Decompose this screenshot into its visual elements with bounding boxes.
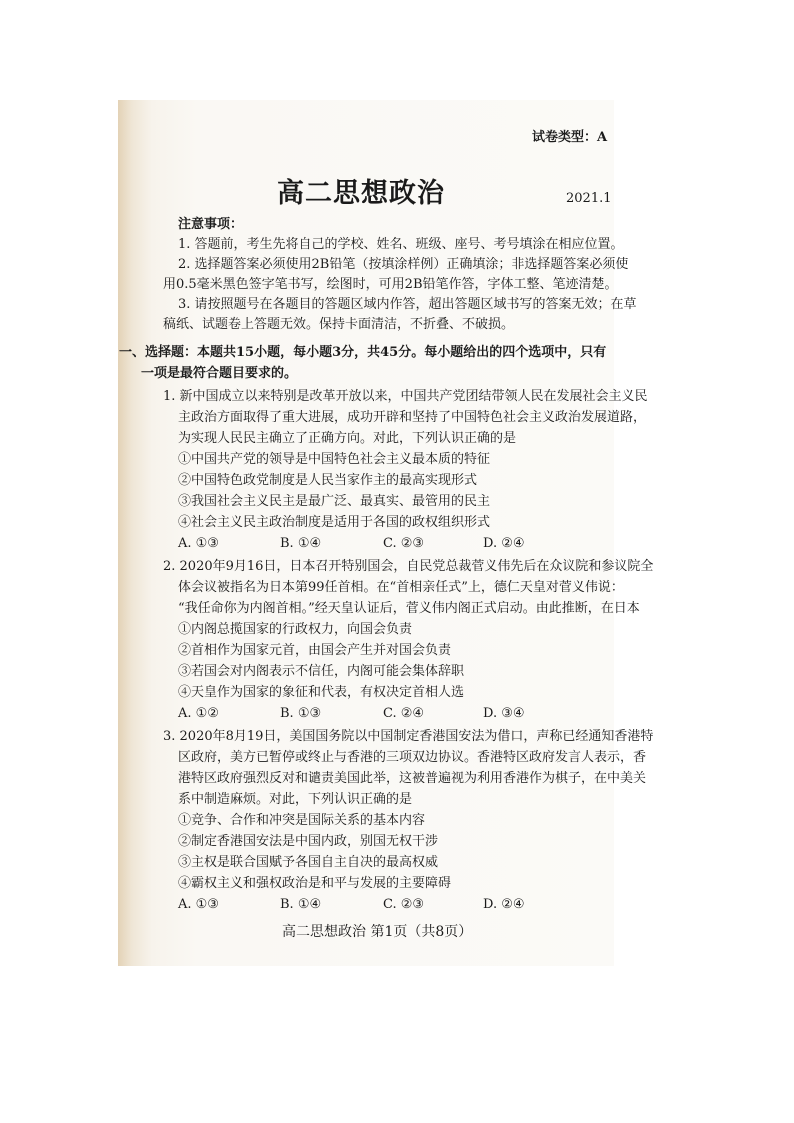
statement-item: ④霸权主义和强权政治是和平与发展的主要障碍 (178, 876, 452, 891)
note-line: 1. 答题前，考生先将自己的学校、姓名、班级、座号、考号填涂在相应位置。 (178, 237, 624, 252)
answer-option: C. ②③ (383, 536, 425, 551)
statement-item: ③我国社会主义民主是最广泛、最真实、最管用的民主 (178, 494, 491, 509)
note-line: 3. 请按照题号在各题目的答题区域内作答，超出答题区域书写的答案无效；在草 (178, 297, 637, 312)
question-stem: 系中制造麻烦。对此，下列认识正确的是 (178, 792, 413, 807)
answer-option: D. ③④ (483, 706, 525, 721)
section-heading: 一项是最符合题目要求的。 (141, 366, 298, 381)
answer-option: B. ①④ (280, 536, 322, 551)
question-stem: 主政治方面取得了重大进展，成功开辟和坚持了中国特色社会主义政治发展道路， (178, 410, 647, 425)
answer-option: B. ①③ (280, 706, 322, 721)
answer-option: B. ①④ (280, 897, 322, 912)
statement-item: ④社会主义民主政治制度是适用于各国的政权组织形式 (178, 515, 491, 530)
answer-option: C. ②④ (383, 706, 425, 721)
note-line: 2. 选择题答案必须使用2B铅笔（按填涂样例）正确填涂；非选择题答案必须使 (178, 257, 629, 272)
statement-item: ②首相作为国家元首，由国会产生并对国会负责 (178, 643, 452, 658)
answer-option: A. ①② (178, 706, 219, 721)
paper-type: 试卷类型：A (532, 130, 608, 145)
statement-item: ①内阁总揽国家的行政权力，向国会负责 (178, 622, 413, 637)
question-stem: 区政府，美方已暂停或终止与香港的三项双边协议。香港特区政府发言人表示，香 (178, 750, 647, 765)
statement-item: ①中国共产党的领导是中国特色社会主义最本质的特征 (178, 452, 491, 467)
question-stem: 3. 2020年8月19日，美国国务院以中国制定香港国安法为借口，声称已经通知香港特 (163, 729, 654, 744)
page-footer: 高二思想政治 第1页（共8页） (282, 924, 473, 940)
notes-heading: 注意事项： (178, 217, 244, 232)
answer-option: C. ②③ (383, 897, 425, 912)
statement-item: ④天皇作为国家的象征和代表，有权决定首相人选 (178, 685, 465, 700)
note-line: 用0.5毫米黑色签字笔书写，绘图时，可用2B铅笔作答，字体工整、笔迹清楚。 (163, 277, 618, 292)
question-stem: 体会议被指名为日本第99任首相。在“首相亲任式”上，德仁天皇对菅义伟说： (178, 580, 624, 595)
statement-item: ①竞争、合作和冲突是国际关系的基本内容 (178, 813, 426, 828)
statement-item: ②制定香港国安法是中国内政，别国无权干涉 (178, 834, 439, 849)
statement-item: ③若国会对内阁表示不信任，内阁可能会集体辞职 (178, 664, 465, 679)
question-stem: 港特区政府强烈反对和谴责美国此举，这被普遍视为利用香港作为棋子，在中美关 (178, 771, 647, 786)
statement-item: ③主权是联合国赋予各国自主自决的最高权威 (178, 855, 439, 870)
exam-date: 2021.1 (566, 191, 612, 206)
note-line: 稿纸、试题卷上答题无效。保持卡面清洁，不折叠、不破损。 (163, 317, 515, 332)
statement-item: ②中国特色政党制度是人民当家作主的最高实现形式 (178, 473, 478, 488)
question-stem: 1. 新中国成立以来特别是改革开放以来，中国共产党团结带领人民在发展社会主义民 (163, 389, 648, 404)
question-stem: “我任命你为内阁首相。”经天皇认证后，菅义伟内阁正式启动。由此推断，在日本 (178, 601, 640, 616)
question-stem: 为实现人民民主确立了正确方向。对此，下列认识正确的是 (178, 431, 517, 446)
question-stem: 2. 2020年9月16日，日本召开特别国会，自民党总裁菅义伟先后在众议院和参议院全 (163, 559, 654, 574)
answer-option: D. ②④ (483, 897, 525, 912)
page-title: 高二思想政治 (277, 178, 445, 209)
answer-option: A. ①③ (178, 536, 219, 551)
answer-option: A. ①③ (178, 897, 219, 912)
answer-option: D. ②④ (483, 536, 525, 551)
section-heading: 一、选择题：本题共15小题，每小题3分，共45分。每小题给出的四个选项中，只有 (119, 345, 607, 360)
